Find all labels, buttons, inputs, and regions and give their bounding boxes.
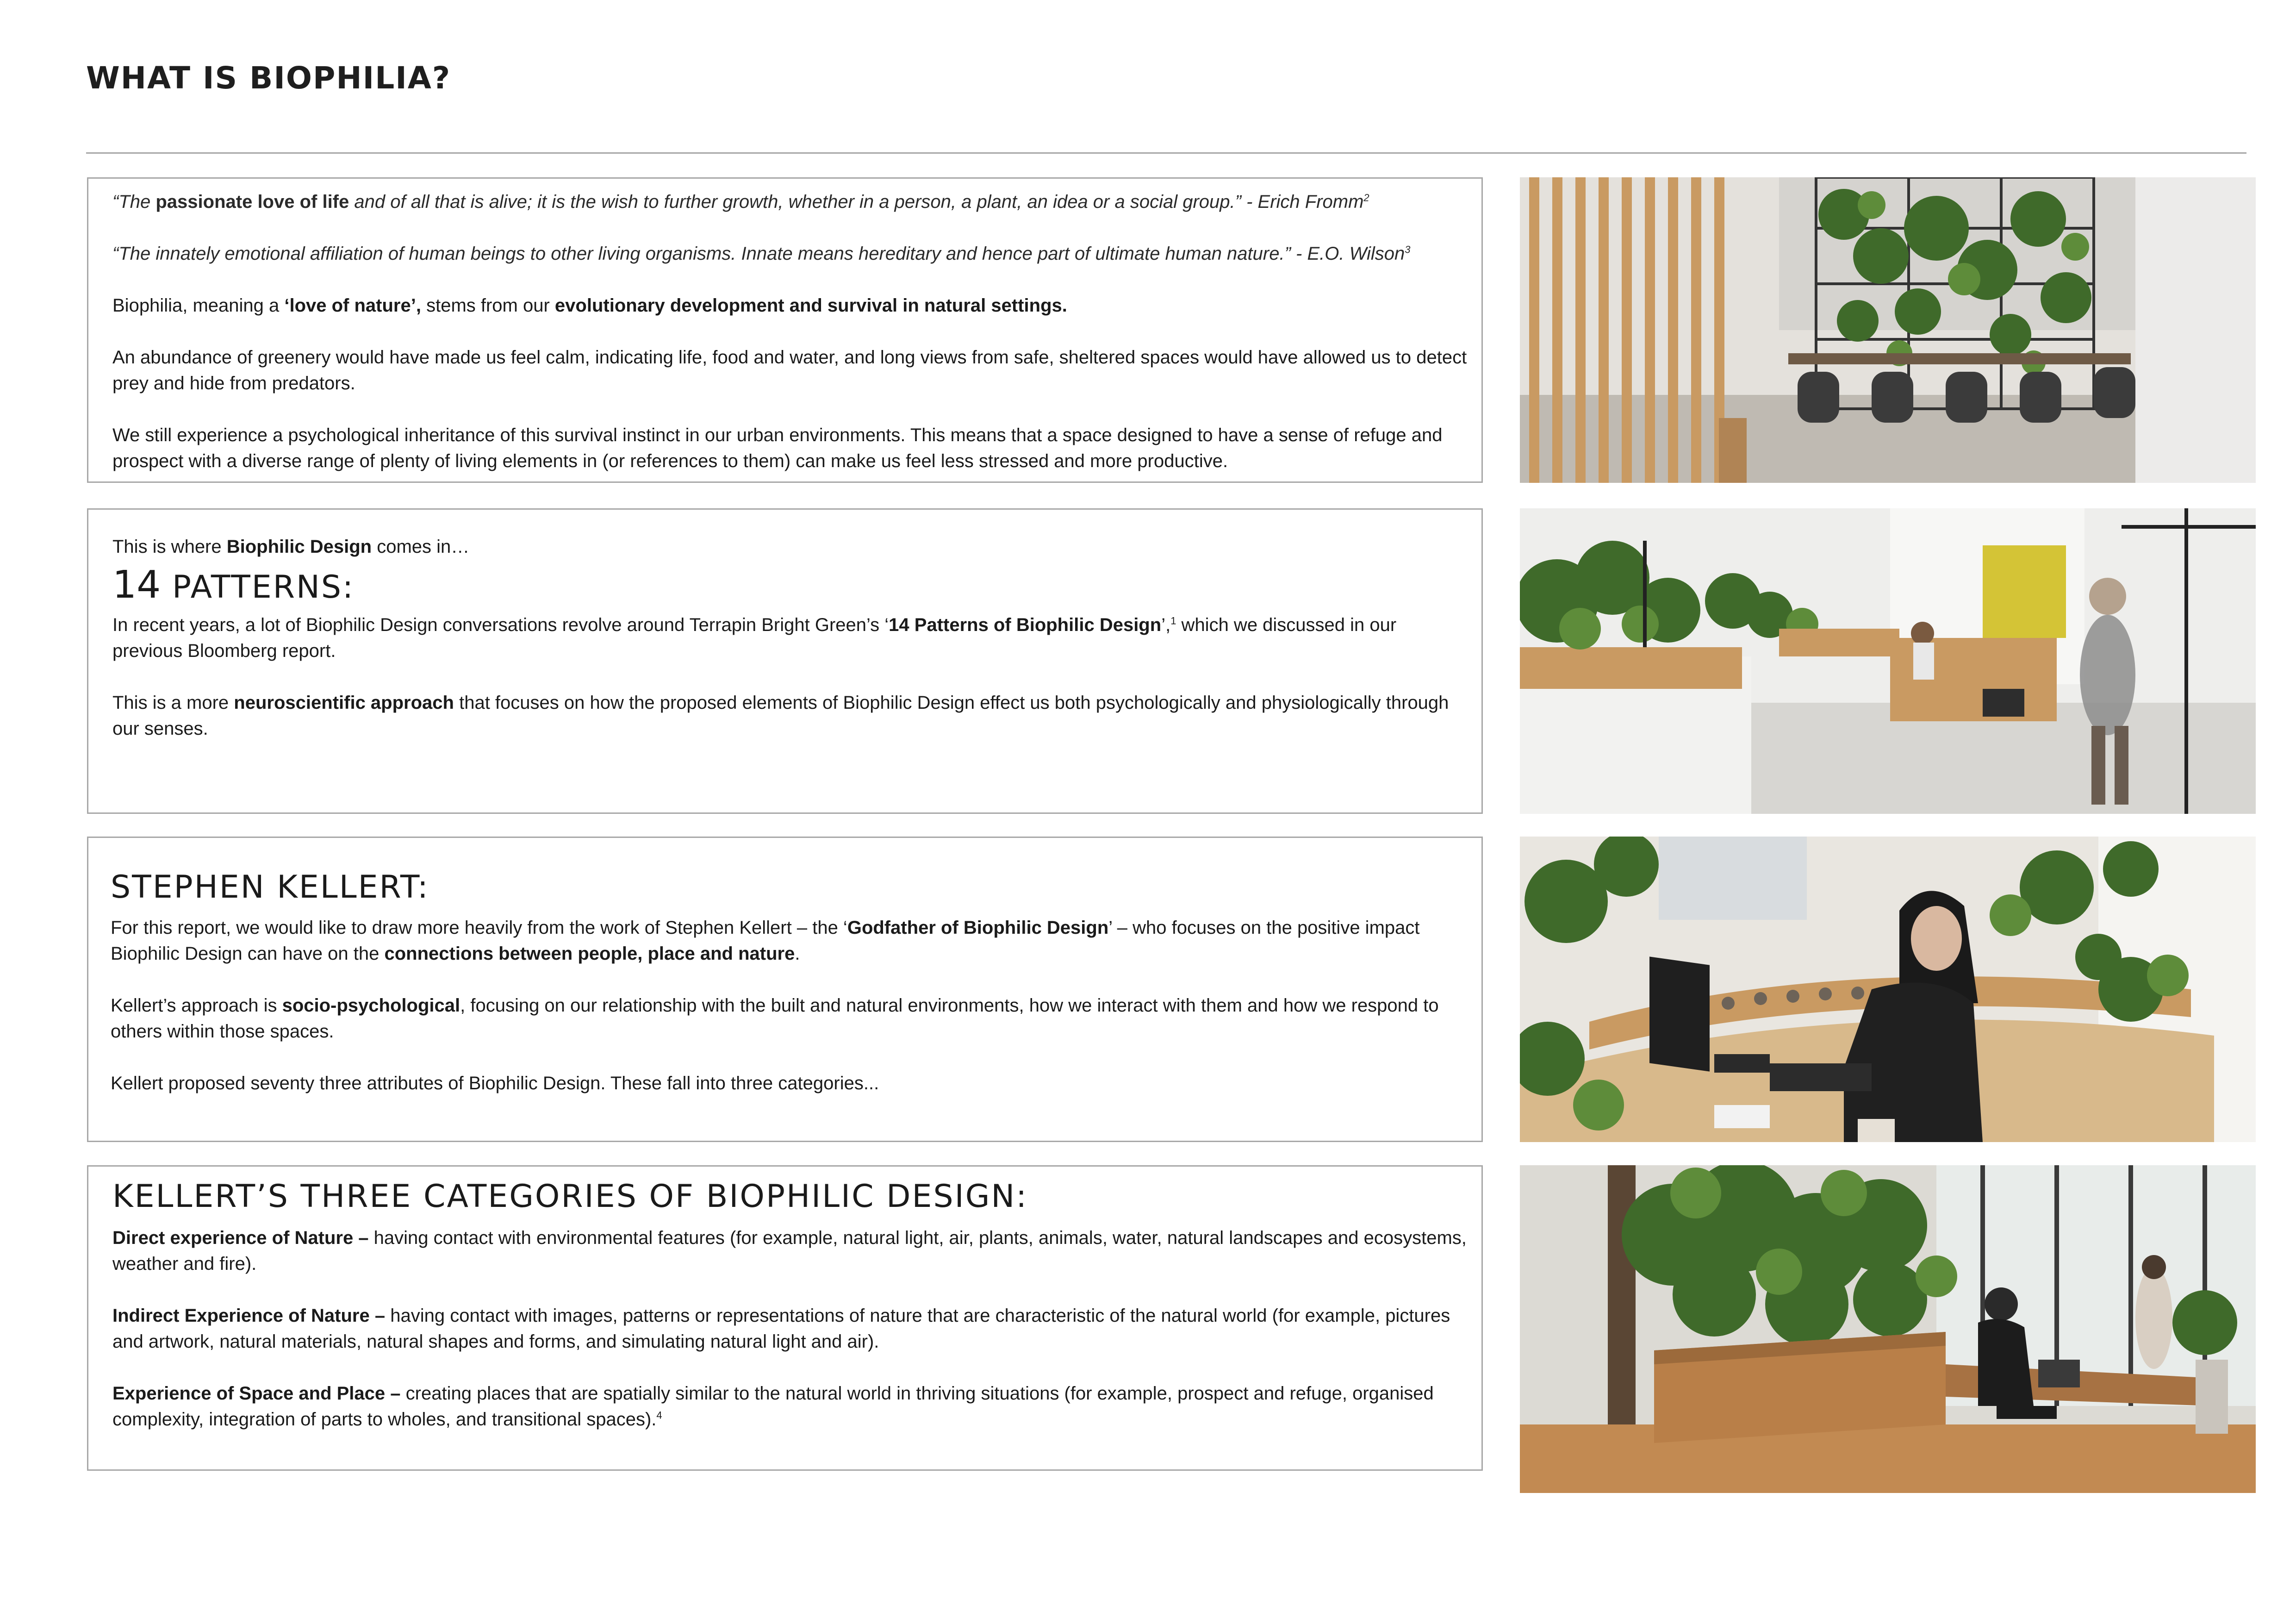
category-item: Experience of Space and Place – creating places that are spatially similar to the natural world in thriving situations (for example, prospect and refuge, organised complexity, integration of parts to wholes, and transitional spaces).$^4$: [112, 1383, 1434, 1430]
kellert-paragraph-2: Kellert’s approach is socio-psychological, focusing on our relationship with the built and natural environments, how we interact with them and how we respond to others within those spaces.: [111, 995, 1439, 1042]
office-plants-photo: [1520, 177, 2256, 483]
kellert-paragraph-3: Kellert proposed seventy three attributes of Biophilic Design. These fall into three categories...: [111, 1073, 879, 1093]
office-people-photo: [1520, 508, 2256, 814]
kellert-paragraph-1: For this report, we would like to draw more heavily from the work of Stephen Kellert – the ‘Godfather of Biophilic Design’ – who focuses on the positive impact Biophilic Design can have on the connections between people, place and nature.: [111, 918, 1420, 964]
biophilia-definition: Biophilia, meaning a ‘love of nature’, stems from our evolutionary development and survival in natural settings.: [112, 295, 1067, 316]
kellert-heading: STEPHEN KELLERT:: [111, 869, 429, 906]
patterns-heading: 14 PATTERNS:: [112, 563, 355, 607]
page-title: WHAT IS BIOPHILIA?: [86, 60, 451, 96]
patterns-panel: [87, 508, 1483, 814]
intro-panel: [87, 177, 1483, 483]
patterns-paragraph-2: This is a more neuroscientific approach that focuses on how the proposed elements of Biophilic Design effect us both psychologically and physiologically through our senses.: [112, 693, 1449, 739]
wilson-quote: “The innately emotional affiliation of human beings to other living organisms. Innate means hereditary and hence part of ultimate human nature.” - E.O. Wilson$^3$: [112, 244, 1411, 264]
categories-panel: [87, 1165, 1483, 1471]
category-item: Indirect Experience of Nature – having contact with images, patterns or representations of nature that are characteristic of the natural world (for example, pictures and artwork, natural materials, natural shapes and forms, and simulating natural light and air).: [112, 1305, 1450, 1352]
planter-seating-photo: [1520, 1165, 2256, 1493]
patterns-paragraph-1: In recent years, a lot of Biophilic Design conversations revolve around Terrapin Bright Green’s ‘14 Patterns of Biophilic Design’,$^1$ which we discussed in our previous Bloomberg report.: [112, 615, 1397, 661]
title-divider: [86, 152, 2246, 154]
fromm-quote: “The passionate love of life and of all that is alive; it is the wish to further growth, whether in a person, a plant, an idea or a social group.” - Erich Fromm$^2$: [112, 192, 1369, 212]
inheritance-paragraph: We still experience a psychological inheritance of this survival instinct in our urban environments. This means that a space designed to have a sense of refuge and prospect with a diverse range of plenty of living elements in (or references to them) can make us feel less stressed and more productive.: [112, 425, 1443, 471]
greenery-paragraph: An abundance of greenery would have made us feel calm, indicating life, food and water, and long views from safe, sheltered spaces would have allowed us to detect prey and hide from predators.: [112, 347, 1467, 394]
patterns-lead: This is where Biophilic Design comes in…: [112, 537, 470, 557]
woman-desk-photo: [1520, 837, 2256, 1142]
category-item: Direct experience of Nature – having contact with environmental features (for example, natural light, air, plants, animals, water, natural landscapes and ecosystems, weather and fire).: [112, 1228, 1467, 1274]
kellert-panel: [87, 837, 1483, 1142]
categories-heading: KELLERT’S THREE CATEGORIES OF BIOPHILIC DESIGN:: [112, 1178, 1028, 1215]
